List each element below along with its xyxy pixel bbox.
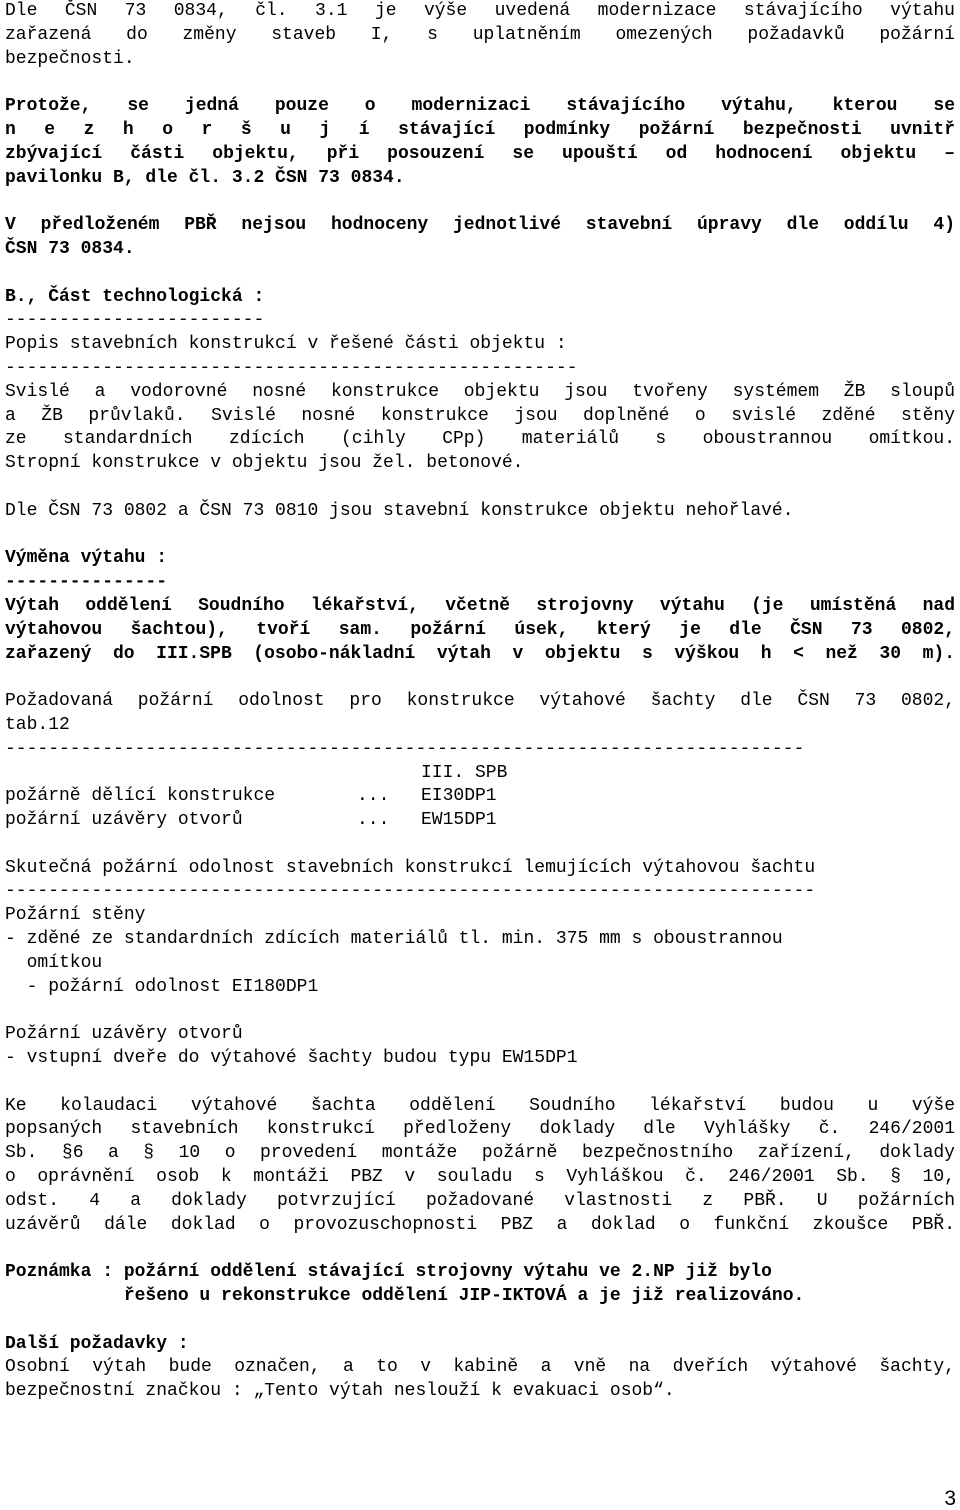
heading-underline: ------------------------ [5,310,265,331]
list-fire-closures [5,1023,955,1071]
subheading-actual-resistance: Skutečná požární odolnost stavebních konstrukcí lemujících výtahovou šachtu [5,857,816,878]
paragraph-elevator-marking [5,1356,955,1404]
text-line: výtahovou šachtou), tvoří sam. požární úsek, který je dle ČSN 73 0802, [5,619,955,640]
list-item: Požární stěny [5,905,146,926]
list-item: omítkou [5,952,103,973]
resistance-table [5,762,955,833]
table-row [5,785,955,809]
table-row-dots: ... [357,810,390,831]
text-line: Sb. §6 a § 10 o provedení montáže požárně bezpečnostního zařízení, doklady [5,1143,955,1164]
text-line: zbývající části objektu, při posouzení se upouští od hodnocení objektu – [5,143,955,164]
section-heading-other-requirements: Další požadavky : [5,1333,189,1354]
table-row [5,809,955,833]
table-row-dots: ... [357,786,390,807]
text-line: ze standardních zdících (cihly CPp) materiálů s oboustrannou omítkou. [5,429,955,450]
paragraph-inspection-documents [5,1095,955,1238]
note-line: řešeno u rekonstrukce oddělení JIP-IKTOVÁ a je již realizováno. [5,1286,805,1307]
table-row-value: EI30DP1 [421,786,497,807]
section-heading-technological: B., Část technologická : [5,286,265,307]
paragraph-structure-description [5,381,955,476]
text-line: pavilonku B, dle čl. 3.2 ČSN 73 0834. [5,167,405,188]
text-line: zařazený do III.SPB (osobo-nákladní výtah v objektu s výškou h < než 30 m). [5,643,955,664]
text-line: o oprávnění osob k montáži PBZ v souladu s Vyhláškou č. 246/2001 Sb. § 10, [5,1167,955,1188]
table-row-label: požárně dělící konstrukce [5,786,276,807]
section-heading-elevator-replacement: Výměna výtahu : [5,548,168,569]
list-fire-walls [5,904,955,999]
text-line: Osobní výtah bude označen, a to v kabině a vně na dveřích výtahové šachty, [5,1357,955,1378]
table-header-spb: III. SPB [421,762,508,783]
text-line: Protože, se jedná pouze o modernizaci stávajícího výtahu, kterou se [5,96,955,117]
text-line: Svislé a vodorovné nosné konstrukce objektu jsou tvořeny systémem ŽB sloupů [5,381,955,402]
list-item: Požární uzávěry otvorů [5,1024,243,1045]
paragraph-required-resistance [5,690,955,761]
text-line: zařazená do změny staveb I, s uplatněním omezených požadavků požární [5,24,955,45]
paragraph-evaluation-exemption [5,95,955,190]
subheading-underline: ----------------------------------------------------- [5,357,578,378]
subheading-underline: --------------------------------------------------------------------------- [5,881,816,902]
text-line: ČSN 73 0834. [5,238,135,259]
text-line: Dle ČSN 73 0834, čl. 3.1 je výše uvedená modernizace stávajícího výtahu [5,1,955,21]
paragraph-modernization-classification [5,0,955,71]
table-rule: -------------------------------------------------------------------------- [5,738,805,759]
text-line: a ŽB průvlaků. Svislé nosné konstrukce jsou doplněné o svislé zděné stěny [5,405,955,426]
text-line: bezpečnosti. [5,48,135,69]
text-line: n e z h o r š u j í stávající podmínky požární bezpečnosti uvnitř [5,119,955,140]
paragraph-noncombustible: Dle ČSN 73 0802 a ČSN 73 0810 jsou stavební konstrukce objektu nehořlavé. [5,500,794,521]
table-row-value: EW15DP1 [421,810,497,831]
list-item: - zděné ze standardních zdících materiálů tl. min. 375 mm s oboustrannou [5,929,783,950]
text-line: Ke kolaudaci výtahové šachta oddělení Soudního lékařství budou u výše [5,1095,955,1116]
table-header [5,762,955,786]
note-line: Poznámka : požární oddělení stávající strojovny výtahu ve 2.NP již bylo [5,1262,772,1283]
text-line: tab.12 [5,714,70,735]
text-line: Požadovaná požární odolnost pro konstrukce výtahové šachty dle ČSN 73 0802, [5,691,955,712]
text-line: Výtah oddělení Soudního lékařství, včetně strojovny výtahu (je umístěná nad [5,595,955,616]
paragraph-pbr-scope [5,214,955,262]
note-block [5,1261,955,1309]
text-line: odst. 4 a doklady potvrzující požadované vlastnosti z PBŘ. U požárních [5,1190,955,1211]
list-item: - vstupní dveře do výtahové šachty budou typu EW15DP1 [5,1048,578,1069]
text-line: Stropní konstrukce v objektu jsou žel. betonové. [5,453,524,474]
paragraph-fire-section [5,595,955,666]
subheading-constructions: Popis stavebních konstrukcí v řešené části objektu : [5,334,567,355]
page-number: 3 [944,1487,956,1510]
document-page [5,0,955,1404]
text-line: uzávěrů dále doklad o provozuschopnosti PBZ a doklad o funkční zkoušce PBŘ. [5,1214,955,1235]
text-line: V předloženém PBŘ nejsou hodnoceny jednotlivé stavební úpravy dle oddílu 4) [5,215,955,236]
text-line: popsaných stavebních konstrukcí předloženy doklady dle Vyhlášky č. 246/2001 [5,1119,955,1140]
text-line: bezpečnostní značkou : „Tento výtah neslouží k evakuaci osob“. [5,1381,675,1402]
heading-underline: --------------- [5,572,168,593]
list-item: - požární odolnost EI180DP1 [5,976,319,997]
table-row-label: požární uzávěry otvorů [5,810,243,831]
